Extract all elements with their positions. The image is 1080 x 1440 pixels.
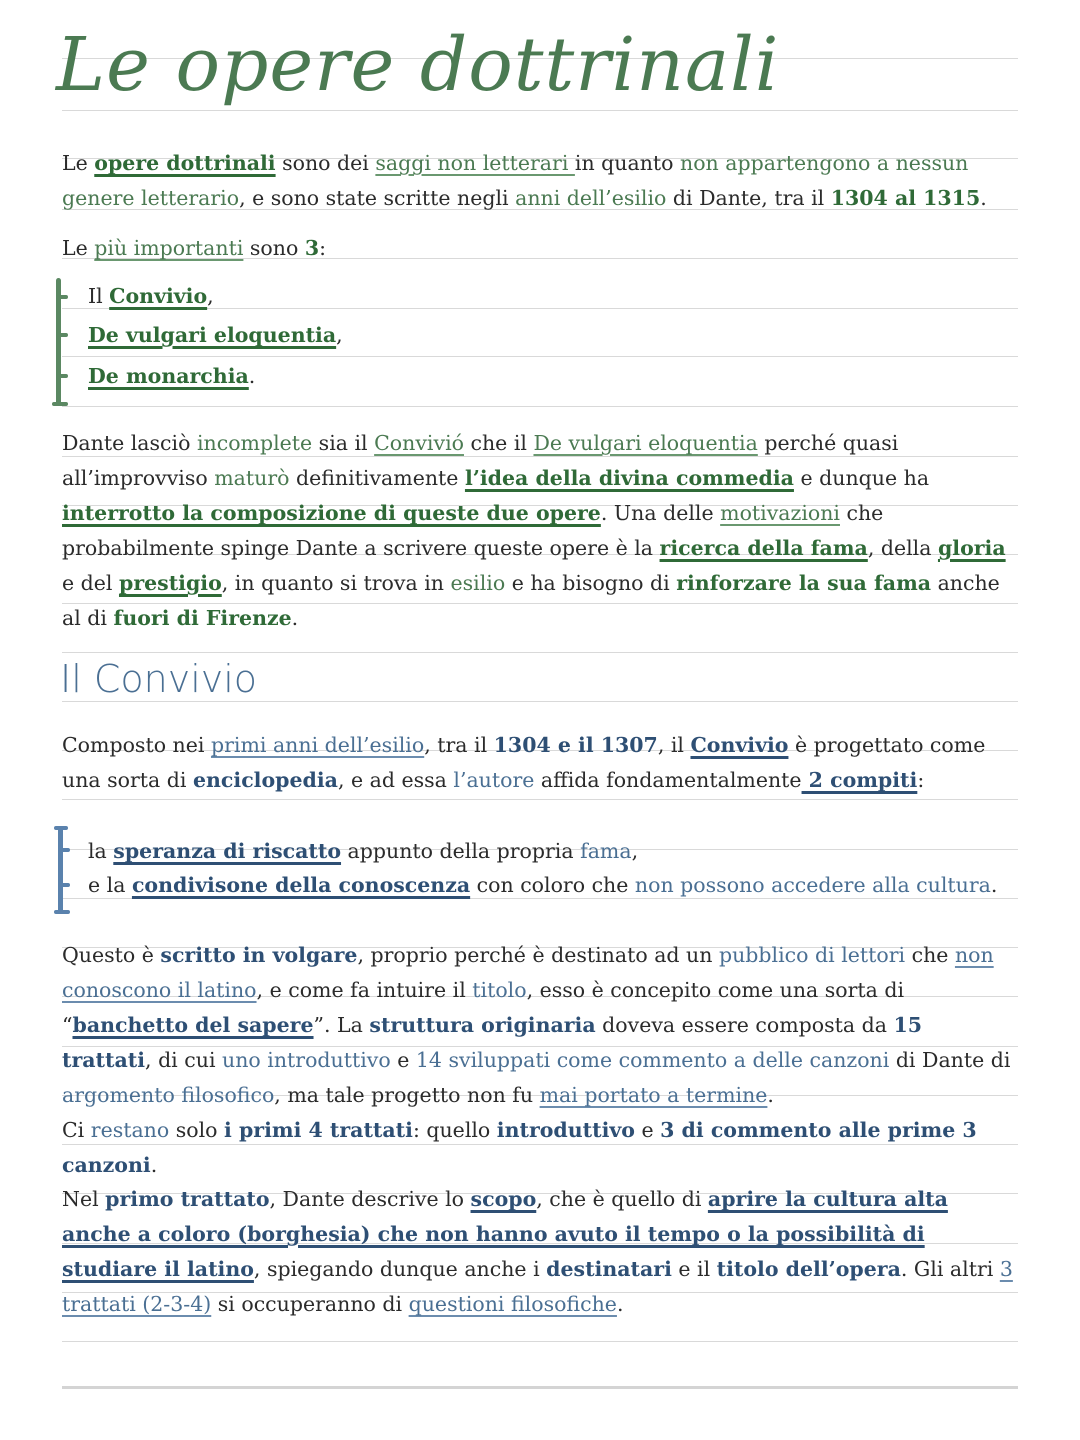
highlight: anni dell’esilio bbox=[515, 186, 667, 210]
dante-paragraph bbox=[62, 426, 1018, 636]
section-title: Il Convivio bbox=[60, 657, 258, 701]
text: , della bbox=[867, 536, 938, 560]
text: e bbox=[390, 1048, 416, 1072]
text: Le bbox=[62, 151, 95, 175]
highlight: mai portato a termine bbox=[539, 1083, 768, 1107]
highlight: uno introduttivo bbox=[222, 1048, 391, 1072]
text: sono bbox=[243, 236, 305, 260]
highlight: non appartengono a nessun genere letterario bbox=[62, 151, 969, 210]
text: e del bbox=[62, 571, 119, 595]
highlight: 1304 al 1315 bbox=[830, 186, 981, 210]
highlight: introduttivo bbox=[496, 1118, 635, 1142]
highlight: saggi non letterari bbox=[375, 151, 575, 175]
convivio-paragraph-1 bbox=[62, 728, 1018, 798]
text: , il bbox=[657, 733, 691, 757]
highlight: destinatari bbox=[546, 1257, 672, 1281]
text: , e ad essa bbox=[337, 768, 454, 792]
text: . bbox=[990, 873, 998, 897]
highlight: esilio bbox=[450, 571, 506, 595]
highlight: Convivio bbox=[690, 733, 789, 757]
highlight: primo trattato bbox=[105, 1187, 270, 1211]
highlight: prestigio bbox=[118, 571, 222, 595]
highlight: non conoscono il latino bbox=[62, 943, 994, 1002]
highlight: i primi 4 trattati bbox=[224, 1118, 413, 1142]
text: , di cui bbox=[145, 1048, 223, 1072]
highlight: ricerca della fama bbox=[659, 536, 868, 560]
highlight: motivazioni bbox=[720, 501, 840, 525]
text: . bbox=[248, 364, 256, 388]
text: ”. La bbox=[313, 1013, 370, 1037]
text: , tra il bbox=[424, 733, 494, 757]
highlight: Convivió bbox=[374, 431, 464, 455]
text: e ha bisogno di bbox=[505, 571, 677, 595]
task-item-1 bbox=[88, 836, 638, 866]
text: appunto della propria bbox=[341, 839, 581, 863]
text: : bbox=[917, 768, 925, 792]
text: , e come fa intuire il bbox=[256, 978, 473, 1002]
highlight: 3 di commento alle prime 3 canzoni bbox=[62, 1118, 977, 1177]
work-name: De monarchia bbox=[88, 364, 249, 388]
text: la bbox=[88, 839, 114, 863]
text: Composto nei bbox=[62, 733, 211, 757]
text: , bbox=[336, 323, 343, 347]
important-works-intro bbox=[62, 231, 1018, 266]
text: e il bbox=[671, 1257, 717, 1281]
text: . bbox=[767, 1083, 774, 1107]
tasks-bracket bbox=[58, 826, 78, 916]
text: si occuperanno di bbox=[211, 1292, 409, 1316]
text: perché quasi all’improvviso bbox=[62, 431, 899, 490]
text: e la bbox=[88, 873, 132, 897]
convivio-paragraph-3 bbox=[62, 1182, 1018, 1322]
text: Il bbox=[88, 284, 110, 308]
work-item-de-monarchia bbox=[88, 361, 255, 391]
highlight: De vulgari eloquentia bbox=[533, 431, 758, 455]
intro-paragraph bbox=[62, 146, 1018, 216]
text: sia il bbox=[312, 431, 375, 455]
work-name: Convivio bbox=[109, 284, 208, 308]
text: sono dei bbox=[275, 151, 376, 175]
text: affida fondamentalmente bbox=[534, 768, 802, 792]
text: di Dante di bbox=[889, 1048, 1011, 1072]
highlight: maturò bbox=[214, 466, 290, 490]
text: è progettato come una sorta di bbox=[62, 733, 986, 792]
highlight: 2 compiti bbox=[801, 768, 918, 792]
highlight: speranza di riscatto bbox=[113, 839, 342, 863]
highlight: interrotto la composizione di queste due opere bbox=[62, 501, 601, 525]
highlight: banchetto del sapere bbox=[72, 1013, 314, 1037]
text: , in quanto si trova in bbox=[221, 571, 451, 595]
text: Questo è bbox=[62, 943, 161, 967]
text: e dunque ha bbox=[793, 466, 930, 490]
text: anche al di bbox=[62, 571, 1000, 630]
text: , esso è concepito come una sorta di “ bbox=[62, 978, 905, 1037]
text: , bbox=[631, 839, 639, 863]
work-item-convivio bbox=[88, 281, 214, 311]
text: : bbox=[319, 236, 327, 260]
text: e bbox=[634, 1118, 661, 1142]
highlight: non possono accedere alla cultura bbox=[634, 873, 991, 897]
text: in quanto bbox=[574, 151, 681, 175]
text: definitivamente bbox=[289, 466, 465, 490]
highlight: enciclopedia bbox=[192, 768, 338, 792]
highlight: rinforzare la sua fama bbox=[676, 571, 932, 595]
highlight: restano bbox=[90, 1118, 170, 1142]
highlight: scritto in volgare bbox=[160, 943, 358, 967]
highlight: primi anni dell’esilio bbox=[210, 733, 425, 757]
highlight: l’autore bbox=[453, 768, 535, 792]
highlight: più importanti bbox=[94, 236, 244, 260]
highlight: struttura originaria bbox=[369, 1013, 596, 1037]
highlight: fama bbox=[580, 839, 632, 863]
page-title: Le opere dottrinali bbox=[56, 22, 780, 108]
text: Dante lasciò bbox=[62, 431, 197, 455]
text: , proprio perché è destinato ad un bbox=[357, 943, 719, 967]
text: Le bbox=[62, 236, 95, 260]
task-item-2 bbox=[88, 870, 997, 900]
highlight: gloria bbox=[937, 536, 1006, 560]
text: : quello bbox=[412, 1118, 497, 1142]
highlight: argomento filosofico bbox=[62, 1083, 275, 1107]
text: che bbox=[905, 943, 955, 967]
text: , bbox=[207, 284, 214, 308]
highlight: 3 bbox=[304, 236, 320, 260]
highlight: opere dottrinali bbox=[94, 151, 276, 175]
highlight: fuori di Firenze bbox=[113, 606, 292, 630]
highlight: condivisone della conoscenza bbox=[131, 873, 471, 897]
text: Ci bbox=[62, 1118, 91, 1142]
highlight: pubblico di lettori bbox=[718, 943, 906, 967]
text: solo bbox=[169, 1118, 225, 1142]
text: con coloro che bbox=[470, 873, 635, 897]
text: che probabilmente spinge Dante a scrivere queste opere è la bbox=[62, 501, 884, 560]
highlight: questioni filosofiche bbox=[408, 1292, 617, 1316]
text: . Una delle bbox=[600, 501, 721, 525]
highlight: titolo bbox=[472, 978, 527, 1002]
work-item-de-vulgari bbox=[88, 320, 343, 350]
highlight: titolo dell’opera bbox=[716, 1257, 901, 1281]
text: . bbox=[150, 1153, 158, 1177]
text: che il bbox=[463, 431, 534, 455]
highlight: 3 trattati (2-3-4) bbox=[62, 1257, 1013, 1316]
text: , ma tale progetto non fu bbox=[274, 1083, 540, 1107]
highlight: incomplete bbox=[196, 431, 313, 455]
highlight: 14 sviluppati come commento a delle canzoni bbox=[415, 1048, 890, 1072]
text: di Dante, tra il bbox=[666, 186, 831, 210]
works-bracket bbox=[56, 278, 76, 408]
highlight: l’idea della divina commedia bbox=[464, 466, 794, 490]
highlight: 1304 e il 1307 bbox=[493, 733, 658, 757]
text: , e sono state scritte negli bbox=[239, 186, 516, 210]
highlight: 15 trattati bbox=[62, 1013, 923, 1072]
work-name: De vulgari eloquentia bbox=[88, 323, 337, 347]
text: . bbox=[616, 1292, 624, 1316]
text: doveva essere composta da bbox=[595, 1013, 894, 1037]
highlight: aprire la cultura alta anche a coloro (borghesia) che non hanno avuto il tempo o la possibilità di studiare il latino bbox=[62, 1187, 948, 1281]
text: . bbox=[291, 606, 299, 630]
text: , spiegando dunque anche i bbox=[253, 1257, 547, 1281]
text: . bbox=[980, 186, 987, 210]
highlight: scopo bbox=[470, 1187, 537, 1211]
text: Nel bbox=[62, 1187, 106, 1211]
text: . Gli altri bbox=[900, 1257, 1000, 1281]
convivio-paragraph-2 bbox=[62, 938, 1018, 1183]
text: , che è quello di bbox=[536, 1187, 708, 1211]
text: , Dante descrive lo bbox=[269, 1187, 471, 1211]
